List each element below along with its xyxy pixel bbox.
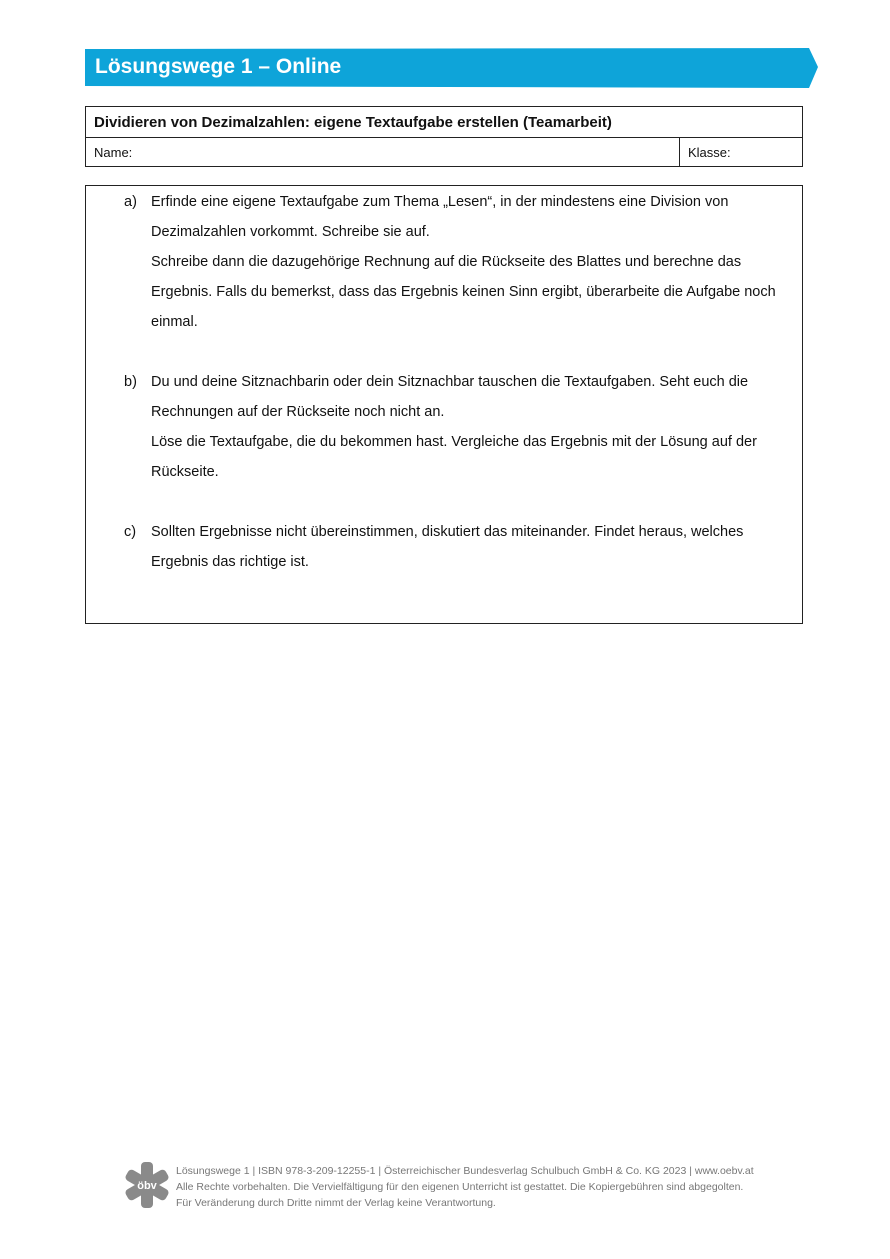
task-box <box>85 185 803 624</box>
worksheet-title: Dividieren von Dezimalzahlen: eigene Textaufgabe erstellen (Teamarbeit) <box>86 107 802 138</box>
task-text <box>151 187 796 337</box>
banner-title: Lösungswege 1 – Online <box>95 55 342 78</box>
task-line: Ergebnis das richtige ist. <box>151 554 309 570</box>
task-line: Du und deine Sitznachbarin oder dein Sitznachbar tauschen die Textaufgaben. Seht euch die <box>151 374 749 390</box>
footer-line: Für Veränderung durch Dritte nimmt der Verlag keine Verantwortung. <box>176 1197 496 1209</box>
name-field[interactable] <box>86 138 680 166</box>
class-field[interactable] <box>680 138 802 166</box>
task-line: Sollten Ergebnisse nicht übereinstimmen, diskutiert das miteinander. Findet heraus, welches <box>151 524 744 540</box>
publisher-logo-icon <box>124 1161 170 1209</box>
logo-text: öbv <box>137 1180 157 1192</box>
task-line: Rückseite. <box>151 464 219 480</box>
task-line: Rechnungen auf der Rückseite noch nicht an. <box>151 404 445 420</box>
worksheet-header <box>85 106 803 167</box>
task-line: Löse die Textaufgabe, die du bekommen hast. Vergleiche das Ergebnis mit der Lösung auf der <box>151 434 757 450</box>
name-label: Name: <box>94 145 133 160</box>
task-text <box>151 367 796 487</box>
task-line: Dezimalzahlen vorkommt. Schreibe sie auf. <box>151 224 430 240</box>
task-line: einmal. <box>151 314 198 330</box>
task-letter: c) <box>124 524 137 540</box>
class-label: Klasse: <box>688 145 731 160</box>
footer-text <box>176 1163 754 1211</box>
task-line: Ergebnis. Falls du bemerkst, dass das Ergebnis keinen Sinn ergibt, überarbeite die Aufgabe noch <box>151 284 776 300</box>
task-line: Erfinde eine eigene Textaufgabe zum Thema „Lesen“, in der mindestens eine Division von <box>151 194 729 210</box>
header-banner <box>85 48 818 88</box>
footer <box>124 1161 784 1213</box>
task-letter: a) <box>124 194 137 210</box>
task-letter: b) <box>124 374 137 390</box>
footer-line: Alle Rechte vorbehalten. Die Vervielfältigung für den eigenen Unterricht ist gestattet. Die Kopiergebühren sind abgegolten. <box>176 1181 744 1193</box>
footer-line: Lösungswege 1 | ISBN 978-3-209-12255-1 | Österreichischer Bundesverlag Schulbuch GmbH & Co. KG 2023 | www.oebv.at <box>176 1165 754 1177</box>
task-line: Schreibe dann die dazugehörige Rechnung auf die Rückseite des Blattes und berechne das <box>151 254 742 270</box>
task-text <box>151 517 796 577</box>
